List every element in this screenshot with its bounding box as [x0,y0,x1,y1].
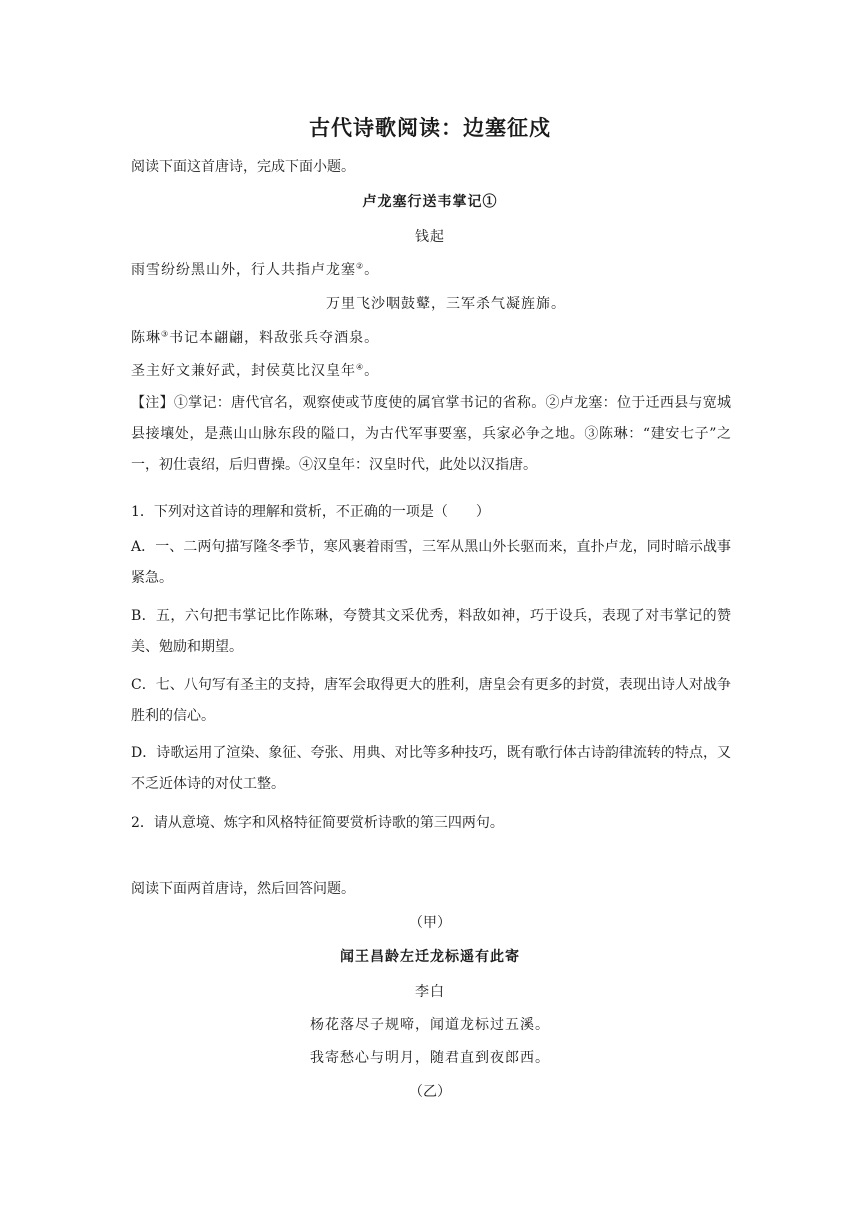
intro-text-2: 阅读下面两首唐诗，然后回答问题。 [131,881,355,897]
poem3-label: （乙） [409,1084,451,1100]
poem1-line4 [131,360,379,380]
option-c: C．七、八句写有圣主的支持，唐军会取得更大的胜利，唐皇会有更多的封赏，表现出诗人对战争胜利的信心。 [131,677,731,724]
footnote-mark-4: ④ [356,362,365,372]
option-d: D．诗歌运用了渲染、象征、夸张、用典、对比等多种技巧，既有歌行体古诗韵律流转的特点，又不乏近体诗的对仗工整。 [131,745,731,792]
poem1-notes: 【注】①掌记：唐代官名，观察使或节度使的属官掌书记的省称。②卢龙塞：位于迁西县与宽城县接壤处，是燕山山脉东段的隘口，为古代军事要塞，兵家必争之地。③陈琳：“建安七子”之一，初仕袁绍，后归曹操。④汉皇年：汉皇时代，此处以汉指唐。 [131,395,731,473]
option-a: A．一、二两句描写隆冬季节，寒风裹着雨雪，三军从黑山外长驱而来，直扑卢龙，同时暗示战事紧急。 [131,539,731,586]
question-2: 2．请从意境、炼字和风格特征简要赏析诗歌的第三四两句。 [131,815,504,831]
poem2-title: 闻王昌龄左迁龙标遥有此寄 [340,949,520,965]
poem1-line3-start: 陈琳 [131,330,161,346]
footnote-mark-2: ② [356,261,365,271]
poem1-line2: 万里飞沙咽鼓鼙，三军杀气凝旌旆。 [326,296,566,312]
poem2-author: 李白 [415,984,445,1000]
poem2-label: （甲） [409,915,451,931]
page-title: 古代诗歌阅读：边塞征戍 [309,115,551,140]
footnote-mark-3: ③ [161,329,170,339]
poem1-line1-text: 雨雪纷纷黑山外，行人共指卢龙塞 [131,262,356,278]
poem1-line3-rest: 书记本翩翩，料敌张兵夺酒泉。 [169,330,380,346]
poem1-author: 钱起 [415,229,445,245]
poem1-line1-end: 。 [364,262,380,278]
question-1: 1．下列对这首诗的理解和赏析，不正确的一项是（ ） [131,504,490,520]
poem1-title: 卢龙塞行送韦掌记① [362,194,498,210]
intro-text-1: 阅读下面这首唐诗，完成下面小题。 [131,159,355,175]
option-b: B．五，六句把韦掌记比作陈琳，夸赞其文采优秀，料敌如神，巧于设兵，表现了对韦掌记的赞美、勉励和期望。 [131,608,731,655]
poem1-line4-end: 。 [364,363,380,379]
poem2-line2: 我寄愁心与明月，随君直到夜郎西。 [310,1050,550,1066]
poem1-line3 [131,327,379,347]
poem1-line1 [131,259,379,279]
poem2-line1: 杨花落尽子规啼，闻道龙标过五溪。 [310,1017,550,1033]
poem1-line4-text: 圣主好文兼好武，封侯莫比汉皇年 [131,363,356,379]
